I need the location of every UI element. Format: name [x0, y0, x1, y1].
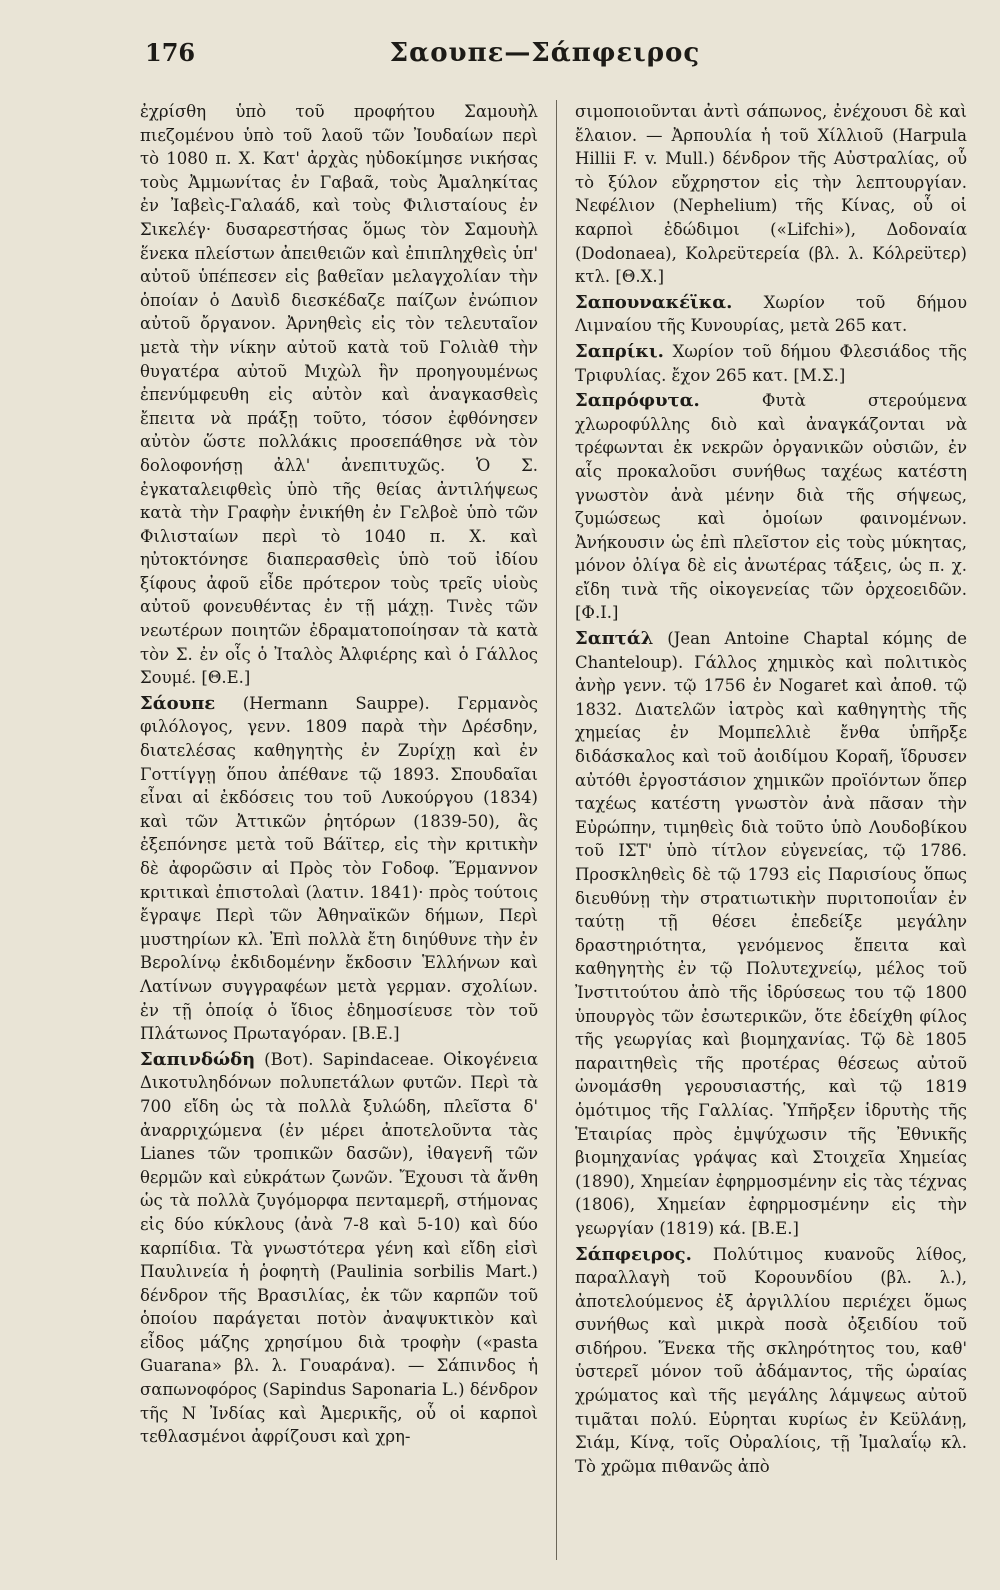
- entry-lemma: Σαπρόφυτα.: [575, 390, 700, 412]
- left-column: [140, 100, 538, 1449]
- entry-chaptal: [575, 627, 967, 1240]
- entry-text: (Jean Antoine Chaptal κόμης de Chanteloup). Γάλλος χημικὸς καὶ πολιτικὸς ἀνὴρ γενν. τῷ 1756 ἐν Nogaret καὶ ἀποθ. τῷ 1832. Διατελῶν ἰατρὸς καὶ καθηγητὴς τῆς χημείας ἐν Μομπελλιὲ ἔνθα ὑπῆρξε διδάσκαλος καὶ τοῦ ἀοιδίμου Κοραῆ, ἵδρυσεν αὐτόθι ἐργοστάσιον χημικῶν προϊόντων ὅπερ ταχέως κατέστη γνωστὸν ἀνὰ πᾶσαν τὴν Εὐρώπην, τιμηθεὶς διὰ τοῦτο ὑπὸ Λουδοβίκου τοῦ ΙΣΤ' ὑπὸ τίτλον εὐγενείας, τῷ 1786. Προσκληθεὶς δὲ τῷ 1793 εἰς Παρισίους ὅπως διευθύνῃ τὴν στρατιωτικὴν πυριτοποιΐαν ἐν ταύτῃ τῇ θέσει ἐπεδείξε μεγάλην δραστηριότητα, γενόμενος ἔπειτα καὶ καθηγητὴς ἐν τῷ Πολυτεχνείῳ, μέλος τοῦ Ἰνστιτούτου ἀπὸ τῆς ἱδρύσεως του τῷ 1800 ὑπουργὸς τῶν ἐσωτερικῶν, ὅτε ἐδείχθη φίλος τῆς γεωργίας καὶ βιομηχανίας. Τῷ δὲ 1805 παραιτηθεὶς τῆς προτέρας θέσεως αὐτοῦ ὠνομάσθη γερουσιαστής, καὶ τῷ 1819 ὁμότιμος τῆς Γαλλίας. Ὑπῆρξεν ἱδρυτὴς τῆς Ἑταιρίας πρὸς ἐμψύχωσιν τῆς Ἐθνικῆς βιομηχανίας γράψας καὶ Στοιχεῖα Χημείας (1890), Χημείαν ἐφηρμοσμένην εἰς τὰς τέχνας (1806), Χημείαν ἐφηρμοσμένην εἰς τὴν γεωργίαν (1819) κά. [Β.Ε.]: [575, 629, 967, 1238]
- continued-entry-text: ἐχρίσθη ὑπὸ τοῦ προφήτου Σαμουὴλ πιεζομένου ὑπὸ τοῦ λαοῦ τῶν Ἰουδαίων περὶ τὸ 1080 π. Χ. Κατ' ἀρχὰς ηὐδοκίμησε νικήσας τοὺς Ἀμμωνίτας ἐν Γαβαᾶ, τοὺς Ἀμαληκίτας ἐν Ἰαβεὶς-Γαλαάδ, καὶ τοὺς Φιλισταίους ἐν Σικελέγ· δυσαρεστήσας ὅμως τὸν Σαμουὴλ ἕνεκα πλείστων ἀπειθειῶν καὶ ἐπιπληχθεὶς ὑπ' αὐτοῦ ὑπέπεσεν εἰς βαθεῖαν μελαγχολίαν τὴν ὁποίαν ὁ Δαυὶδ διεσκέδαζε παίζων ἐνώπιον αὐτοῦ ὄργανον. Ἀρνηθεὶς εἰς τὸν τελευταῖον μετὰ τὴν νίκην αὐτοῦ κατὰ τοῦ Γολιὰθ τὴν θυγατέρα αὐτοῦ Μιχὼλ ἣν προηγουμένως ἐπενύμφευθη εἰς αὐτὸν καὶ ἀναγκασθεὶς ἔπειτα νὰ πράξῃ τοῦτο, τόσον ἐφθόνησεν αὐτὸν ὥστε πολλάκις προσεπάθησε νὰ τὸν δολοφονήσῃ ἀλλ' ἀνεπιτυχῶς. Ὁ Σ. ἐγκαταλειφθεὶς ὑπὸ τῆς θείας ἀντιλήψεως κατὰ τὴν Γραφὴν ἐνικήθη ἐν Γελβοὲ ὑπὸ τῶν Φιλισταίων περὶ τὸ 1040 π. Χ. καὶ ηὐτοκτόνησε διαπερασθεὶς ὑπὸ τοῦ ἰδίου ξίφους ἀφοῦ εἶδε πρότερον τοὺς τρεῖς υἱοὺς αὐτοῦ φονευθέντας ἐν τῇ μάχῃ. Τινὲς τῶν νεωτέρων ποιητῶν ἐδραματοποίησαν τὰ κατὰ τὸν Σ. ἐν οἷς ὁ Ἰταλὸς Ἀλφιέρης καὶ ὁ Γάλλος Σουμέ. [Θ.Ε.]: [140, 102, 538, 688]
- entry-saprophyta: [575, 389, 967, 625]
- entry-sapriki: [575, 340, 967, 387]
- page-number: 176: [145, 38, 196, 67]
- entry-sapounakeika: [575, 291, 967, 338]
- entry-lemma: Σαπτάλ: [575, 628, 654, 650]
- continued-entry-text: σιμοποιοῦνται ἀντὶ σάπωνος, ἐνέχουσι δὲ καὶ ἔλαιον. — Ἀρπουλία ἡ τοῦ Χίλλιοῦ (Harpula Hillii F. v. Mull.) δένδρον τῆς Αὐστραλίας, οὗ τὸ ξύλον εὔχρηστον εἰς τὴν λεπτουργίαν. Νεφέλιον (Nephelium) τῆς Κίνας, οὗ οἱ καρποὶ ἐδώδιμοι («Lifchi»), Δοδοναία (Dodonaea), Κολρεϋτερεία (βλ. λ. Κόλρεϋτερ) κτλ. [Θ.Χ.]: [575, 102, 967, 287]
- entry-text: (Βοτ). Sapindaceae. Οἰκογένεια Δικοτυληδόνων πολυπετάλων φυτῶν. Περὶ τὰ 700 εἴδη ὡς τὰ πολλὰ ξυλώδη, πλεῖστα δ' ἀναρριχώμενα (ἐν μέρει ἀποτελοῦντα τὰς Lianes τῶν τροπικῶν δασῶν), ἰθαγενῆ τῶν θερμῶν καὶ εὐκράτων ζωνῶν. Ἔχουσι τὰ ἄνθη ὡς τὰ πολλὰ ζυγόμορφα πενταμερῆ, στήμονας εἰς δύο κύκλους (ἀνὰ 7-8 καὶ 5-10) καὶ δύο καρπίδια. Τὰ γνωστότερα γένη καὶ εἴδη εἰσὶ Παυλινεία ἡ ῥοφητὴ (Paulinia sorbilis Mart.) δένδρον τῆς Βρασιλίας, ἐκ τῶν καρπῶν τοῦ ὁποίου παράγεται ποτὸν ἀναψυκτικὸν καὶ εἶδος μάζης χρησίμου διὰ τροφὴν («pasta Guarana» βλ. λ. Γουαράνα). — Σάπινδος ἡ σαπωνοφόρος (Sapindus Saponaria L.) δένδρον τῆς Ν Ἰνδίας καὶ Ἀμερικῆς, οὗ οἱ καρποὶ τεθλασμένοι ἀφρίζουσι καὶ χρη-: [140, 1049, 538, 1447]
- running-title: Σαουπε—Σάπφειρος: [389, 38, 701, 68]
- column-divider: [556, 100, 557, 1560]
- entry-text: Χωρίον τοῦ δήμου Φλεσιάδος τῆς Τριφυλίας. ἔχον 265 κατ. [Μ.Σ.]: [575, 341, 967, 385]
- entry-lemma: Σαπινδώδη: [140, 1048, 256, 1070]
- entry-lemma: Σαπουνακέϊκα.: [575, 291, 733, 313]
- entry-sapindaceae: [140, 1048, 538, 1449]
- entry-text: Φυτὰ στερούμενα χλωροφύλλης διὸ καὶ ἀναγκάζονται νὰ τρέφωνται ἐκ νεκρῶν ὀργανικῶν οὐσιῶν, ἐν αἷς προκαλοῦσι συνήθως ταχέως κατέστη γνωστὸν ἀνὰ μένην διὰ τῆς σήψεως, ζυμώσεως καὶ ὁμοίων φαινομένων. Ἀνήκουσιν ὡς ἐπὶ πλεῖστον εἰς τοὺς μύκητας, μόνον ὀλίγα δὲ εἰς ἀνωτέρας τάξεις, ὡς π. χ. εἴδη τινὰ τῆς οἰκογενείας τῶν ὀρχεοειδῶν. [Φ.Ι.]: [575, 391, 967, 623]
- entry-text: (Hermann Sauppe). Γερμανὸς φιλόλογος, γενν. 1809 παρὰ τὴν Δρέσδην, διατελέσας καθηγητὴς ἐν Ζυρίχῃ καὶ ἐν Γοττίγγῃ ὅπου ἀπέθανε τῷ 1893. Σπουδαῖαι εἶναι αἱ ἐκδόσεις του τοῦ Λυκούργου (1834) καὶ τῶν Ἀττικῶν ῥητόρων (1839-50), ἃς ἐξεπόνησε μετὰ τοῦ Βάϊτερ, εἰς τὴν κριτικὴν δὲ ἀφορῶσιν αἱ Πρὸς τὸν Γοδοφ. Ἕρμαννον κριτικαὶ ἐπιστολαὶ (λατιν. 1841)· πρὸς τούτοις ἔγραψε Περὶ τῶν Ἀθηναϊκῶν δήμων, Περὶ μυστηρίων κλ. Ἐπὶ πολλὰ ἔτη διηύθυνε τὴν ἐν Βερολίνῳ ἐκδιδομένην ἔκδοσιν Ἑλλήνων καὶ Λατίνων συγγραφέων μετὰ γερμαν. σχολίων. ἐν τῇ ὁποίᾳ ὁ ἴδιος ἐδημοσίευσε τὸν τοῦ Πλάτωνος Πρωταγόραν. [Β.Ε.]: [140, 693, 538, 1044]
- right-column: [575, 100, 967, 1478]
- entry-lemma: Σαπρίκι.: [575, 340, 664, 362]
- entry-lemma: Σάουπε: [140, 692, 216, 714]
- entry-text: Πολύτιμος κυανοῦς λίθος, παραλλαγὴ τοῦ Κορουνδίου (βλ. λ.), ἀποτελούμενος ἐξ ἀργιλλίου περιέχει ὅμως συνήθως καὶ μικρὰ ποσὰ ὀξειδίου τοῦ σιδήρου. Ἕνεκα τῆς σκληρότητος του, καθ' ὑστερεῖ μόνον τοῦ ἀδάμαντος, τῆς ὡραίας χρώματος καὶ τῆς μεγάλης λάμψεως αὐτοῦ τιμᾶται πολύ. Εὑρηται κυρίως ἐν Κεϋλάνῃ, Σιάμ, Κίνᾳ, τοῖς Οὐραλίοις, τῇ Ἰμαλαΐῳ κλ. Τὸ χρῶμα πιθανῶς ἀπὸ: [575, 1244, 967, 1476]
- entry-lemma: Σάπφειρος.: [575, 1243, 692, 1265]
- entry-text: Χωρίον τοῦ δήμου Λιμναίου τῆς Κυνουρίας, μετὰ 265 κατ.: [575, 292, 967, 336]
- entry-sapphire: [575, 1243, 967, 1479]
- page-header: [145, 38, 945, 78]
- entry-sauppe: [140, 692, 538, 1046]
